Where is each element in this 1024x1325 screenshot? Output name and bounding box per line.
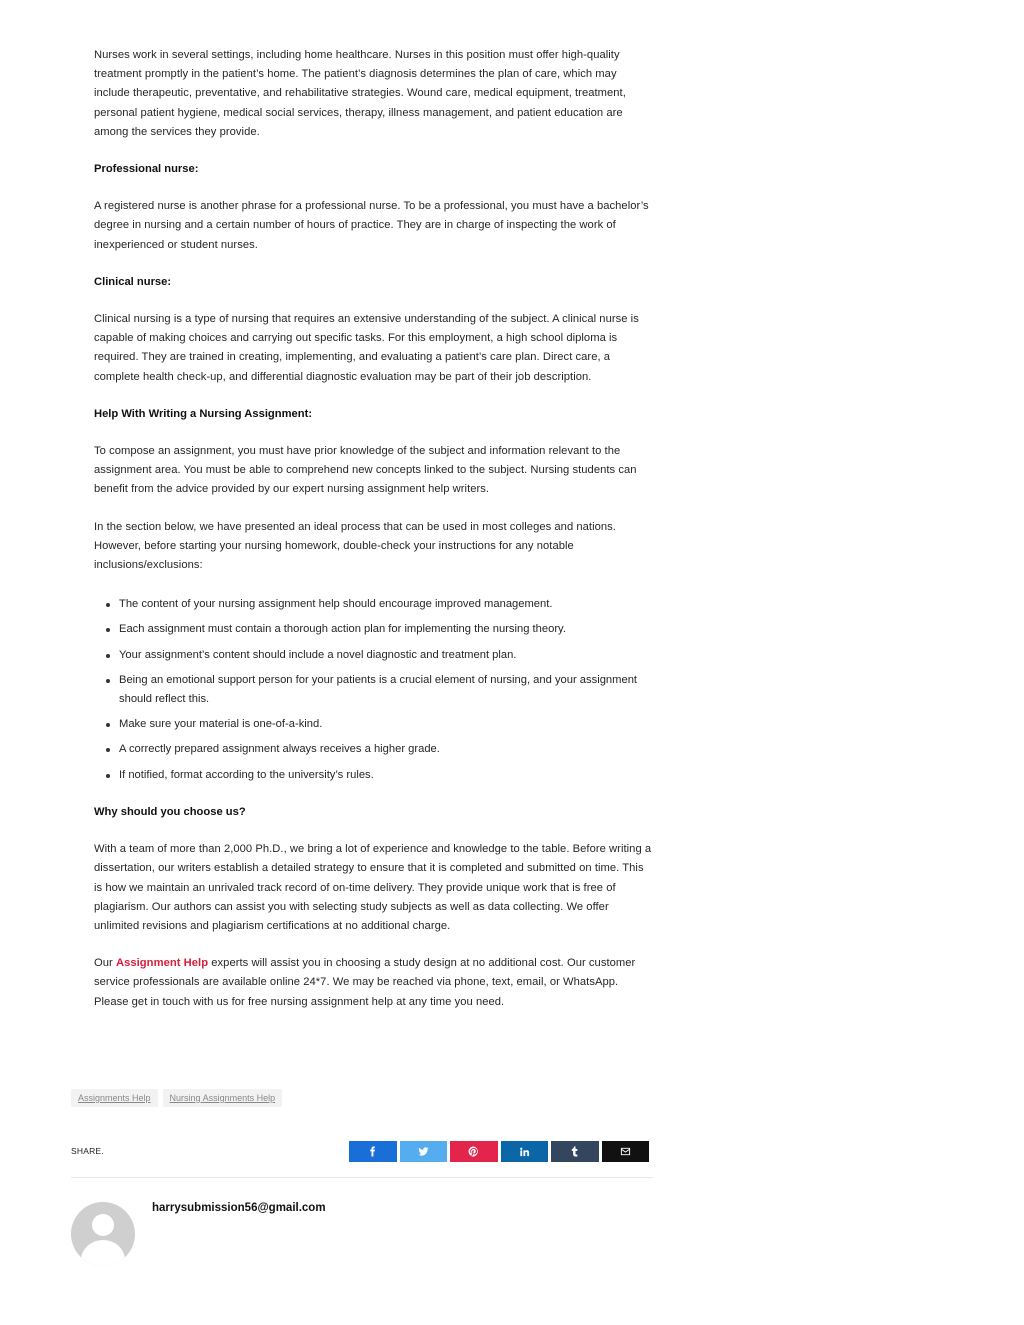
linkedin-icon: [519, 1146, 530, 1157]
share-pinterest-button[interactable]: [450, 1141, 498, 1162]
closing-text-end: experts will assist you in choosing a study design at no additional cost. Our customer service professionals are available online 24*7. We may be reached via phone, text, email, or WhatsApp. Please get in touch with us for free nursing assignment help at any time you need.: [94, 957, 636, 1008]
professional-nurse-paragraph: A registered nurse is another phrase for a professional nurse. To be a professional, you must have a bachelor’s degree in nursing and a certain number of hours of practice. They are in charge of inspecting the work of inexperienced or student nurses.: [94, 200, 649, 251]
share-buttons: [349, 1141, 649, 1162]
help-writing-paragraph-1: To compose an assignment, you must have prior knowledge of the subject and information relevant to the assignment area. You must be able to comprehend new concepts linked to the subject. Nursing students can benefit from the advice provided by our expert nursing assignment help writers.: [94, 445, 637, 496]
tag-nursing-assignments-help[interactable]: Nursing Assignments Help: [163, 1089, 283, 1107]
clinical-nurse-paragraph: Clinical nursing is a type of nursing that requires an extensive understanding of the subject. A clinical nurse is capable of making choices and carrying out specific tasks. For this employment, a high school diploma is required. They are trained in creating, implementing, and evaluating a patient’s care plan. Direct care, a complete health check-up, and differential diagnostic evaluation may be part of their job description.: [94, 313, 639, 383]
closing-paragraph: [94, 954, 654, 1012]
tumblr-icon: [569, 1146, 580, 1157]
share-label: SHARE.: [71, 1146, 104, 1156]
heading-professional-nurse: Professional nurse:: [94, 163, 199, 176]
avatar-head-shape: [92, 1214, 114, 1236]
author-name-link[interactable]: harrysubmission56@gmail.com: [152, 1202, 326, 1214]
heading-why-choose-us: Why should you choose us?: [94, 805, 246, 818]
list-item: Being an emotional support person for your patients is a crucial element of nursing, and your assignment should reflect this.: [104, 671, 654, 709]
post-tags: [71, 1089, 282, 1107]
list-item: Each assignment must contain a thorough action plan for implementing the nursing theory.: [104, 620, 654, 639]
list-item: Your assignment’s content should include a novel diagnostic and treatment plan.: [104, 646, 654, 665]
share-linkedin-button[interactable]: [501, 1141, 549, 1162]
help-writing-paragraph-2: In the section below, we have presented an ideal process that can be used in most colleges and nations. However, before starting your nursing homework, double-check your instructions for any notable inclusions/exclusions:: [94, 520, 616, 572]
author-avatar[interactable]: [71, 1202, 135, 1266]
list-item: A correctly prepared assignment always receives a higher grade.: [104, 740, 654, 759]
requirements-list: [104, 595, 654, 785]
facebook-icon: [367, 1146, 378, 1157]
share-divider: [71, 1177, 653, 1178]
list-item: The content of your nursing assignment help should encourage improved management.: [104, 595, 654, 614]
share-twitter-button[interactable]: [400, 1141, 448, 1162]
share-email-button[interactable]: [602, 1141, 650, 1162]
why-choose-us-paragraph: With a team of more than 2,000 Ph.D., we bring a lot of experience and knowledge to the table. Before writing a dissertation, our writers establish a detailed strategy to ensure that it is completed and submitted on time. This is how we maintain an unrivaled track record of on-time delivery. They provide unique work that is free of plagiarism. Our authors can assist you with selecting study subjects as well as data collecting. We offer unlimited revisions and plagiarism certifications at no additional charge.: [94, 843, 652, 932]
closing-text-start: Our: [94, 957, 116, 970]
pinterest-icon: [468, 1146, 479, 1157]
share-tumblr-button[interactable]: [551, 1141, 599, 1162]
twitter-icon: [418, 1146, 429, 1157]
tag-assignments-help[interactable]: Assignments Help: [71, 1089, 158, 1107]
avatar-body-shape: [81, 1240, 125, 1266]
envelope-icon: [620, 1146, 631, 1157]
list-item: Make sure your material is one-of-a-kind.: [104, 715, 654, 734]
assignment-help-link[interactable]: Assignment Help: [115, 957, 209, 970]
list-item: If notified, format according to the university’s rules.: [104, 766, 654, 785]
heading-clinical-nurse: Clinical nurse:: [94, 275, 172, 288]
share-facebook-button[interactable]: [349, 1141, 397, 1162]
article-body: [94, 46, 654, 1012]
intro-paragraph: Nurses work in several settings, including home healthcare. Nurses in this position must offer high-quality treatment promptly in the patient’s home. The patient’s diagnosis determines the plan of care, which may include therapeutic, preventative, and rehabilitative strategies. Wound care, medical equipment, treatment, personal patient hygiene, medical social services, therapy, illness management, and patient education are among the services they provide.: [94, 49, 626, 138]
heading-help-writing: Help With Writing a Nursing Assignment:: [94, 407, 313, 420]
